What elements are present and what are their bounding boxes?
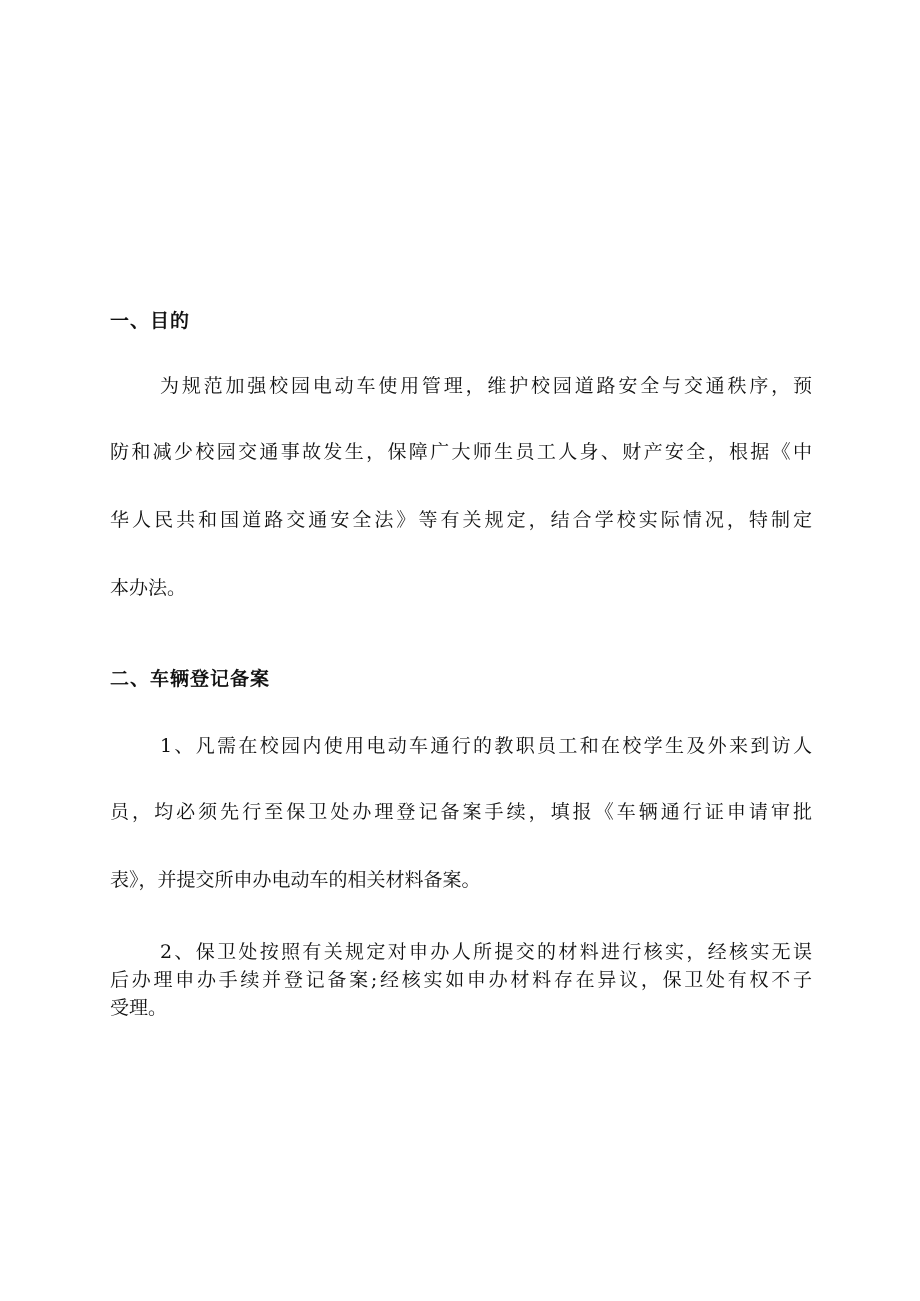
paragraph-line: 为规范加强校园电动车使用管理，维护校园道路安全与交通秩序，预 <box>160 375 812 397</box>
section-heading-registration: 二、车辆登记备案 <box>110 668 271 690</box>
paragraph-line: 2、保卫处按照有关规定对申办人所提交的材料进行核实，经核实无误 <box>160 941 812 963</box>
paragraph-line: 本办法。 <box>110 577 187 599</box>
section-heading-purpose: 一、目的 <box>110 310 191 332</box>
paragraph-line: 后办理申办手续并登记备案;经核实如申办材料存在异议，保卫处有权不子 <box>110 969 812 991</box>
paragraph-line: 1、凡需在校园内使用电动车通行的教职员工和在校学生及外来到访人 <box>160 735 812 757</box>
paragraph-line: 华人民共和国道路交通安全法》等有关规定，结合学校实际情况，特制定 <box>110 509 812 531</box>
paragraph-line: 表》，并提交所申办电动车的相关材料备案。 <box>110 869 481 891</box>
paragraph-line: 受理。 <box>110 997 168 1019</box>
paragraph-line: 员，均必须先行至保卫处办理登记备案手续，填报《车辆通行证申请审批 <box>110 801 812 823</box>
paragraph-line: 防和减少校园交通事故发生，保障广大师生员工人身、财产安全，根据《中 <box>110 441 812 463</box>
